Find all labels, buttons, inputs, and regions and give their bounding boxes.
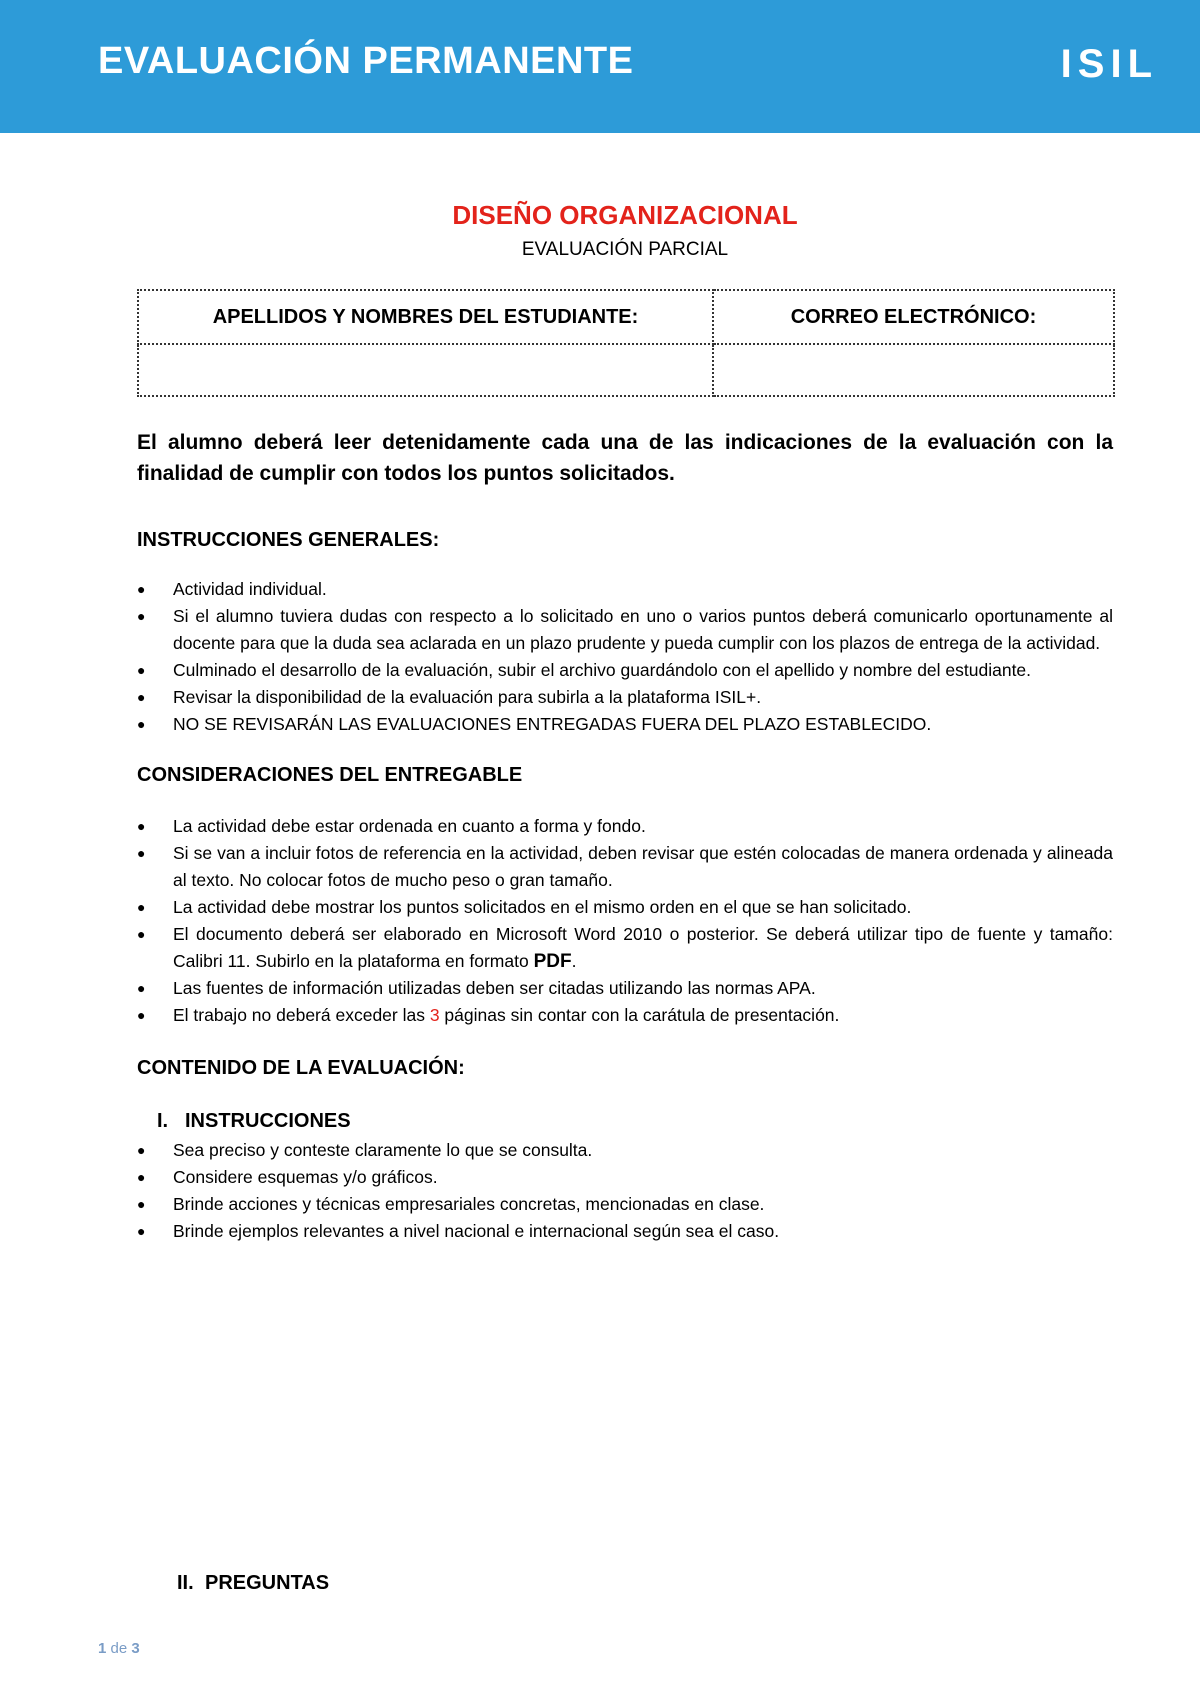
email-header: CORREO ELECTRÓNICO:	[713, 290, 1114, 344]
pages-item-start: El trabajo no deberá exceder las	[173, 1005, 430, 1025]
list-item: ● Considere esquemas y/o gráficos.	[137, 1164, 1113, 1191]
pages-item-end: páginas sin contar con la carátula de presentación.	[439, 1005, 840, 1025]
page-limit-number: 3	[429, 1005, 440, 1025]
section-numeral: I.	[157, 1110, 169, 1132]
student-name-field[interactable]	[138, 344, 713, 396]
content-heading: CONTENIDO DE LA EVALUACIÓN:	[137, 1057, 465, 1079]
evaluation-type: EVALUACIÓN PARCIAL	[521, 239, 729, 260]
email-field[interactable]	[713, 344, 1114, 396]
list-item: ● Culminado el desarrollo de la evaluación, subir el archivo guardándolo con el apellido y nombre del estudiante.	[137, 657, 1113, 684]
deliverable-list	[137, 813, 1113, 1029]
general-instructions-list	[137, 576, 1113, 738]
student-name-header: APELLIDOS Y NOMBRES DEL ESTUDIANTE:	[138, 290, 713, 344]
list-item: ● La actividad debe estar ordenada en cuanto a forma y fondo.	[137, 813, 1113, 840]
pdf-format: PDF	[533, 951, 572, 972]
header-title: EVALUACIÓN PERMANENTE	[98, 40, 634, 82]
section-questions-title	[177, 1572, 329, 1595]
section-title: PREGUNTAS	[205, 1572, 330, 1594]
list-item: ● Las fuentes de información utilizadas deben ser citadas utilizando las normas APA.	[137, 975, 1113, 1002]
list-item	[137, 1002, 1113, 1029]
list-item: ● Revisar la disponibilidad de la evaluación para subirla a la plataforma ISIL+.	[137, 684, 1113, 711]
section-instructions-title	[157, 1110, 1113, 1133]
word-item-text: El documento deberá ser elaborado en Microsoft Word 2010 o posterior. Se deberá utilizar tipo de fuente y tamaño: Calibri 11. Subirlo en la plataforma en formato	[173, 924, 1113, 971]
list-item: ● NO SE REVISARÁN LAS EVALUACIONES ENTREGADAS FUERA DEL PLAZO ESTABLECIDO.	[137, 711, 1113, 738]
section-numeral: II.	[177, 1572, 194, 1594]
page-separator: de	[110, 1640, 128, 1657]
document-body	[137, 200, 1113, 1245]
list-item: ● La actividad debe mostrar los puntos solicitados en el mismo orden en el que se han solicitado.	[137, 894, 1113, 921]
list-item: ● Si el alumno tuviera dudas con respecto a lo solicitado en uno o varios puntos deberá comunicarlo oportunamente al docente para que la duda sea aclarada en un plazo prudente y pueda cumplir con los plazos de entrega de la actividad.	[137, 603, 1113, 657]
list-item: ● Actividad individual.	[137, 576, 1113, 603]
page-header	[0, 0, 1200, 133]
isil-logo: ISIL	[1060, 42, 1158, 86]
deliverable-heading: CONSIDERACIONES DEL ENTREGABLE	[137, 764, 523, 786]
list-item: ● Brinde acciones y técnicas empresariales concretas, mencionadas en clase.	[137, 1191, 1113, 1218]
current-page: 1	[98, 1640, 107, 1657]
list-item: ● Brinde ejemplos relevantes a nivel nacional e internacional según sea el caso.	[137, 1218, 1113, 1245]
word-item-end: .	[571, 951, 577, 971]
page-footer	[98, 1640, 140, 1657]
intro-paragraph: El alumno deberá leer detenidamente cada una de las indicaciones de la evaluación con la finalidad de cumplir con todos los puntos solicitados.	[137, 431, 1113, 485]
student-info-table	[137, 289, 1115, 397]
list-item: ● Si se van a incluir fotos de referencia en la actividad, deben revisar que estén colocadas de manera ordenada y alineada al texto. No colocar fotos de mucho peso o gran tamaño.	[137, 840, 1113, 894]
list-item: ● Sea preciso y conteste claramente lo que se consulta.	[137, 1137, 1113, 1164]
list-item	[137, 921, 1113, 975]
total-pages: 3	[131, 1640, 140, 1657]
content-instructions-list	[137, 1137, 1113, 1245]
course-title: DISEÑO ORGANIZACIONAL	[452, 200, 798, 230]
section-title: INSTRUCCIONES	[185, 1110, 351, 1132]
general-instructions-heading: INSTRUCCIONES GENERALES:	[137, 529, 440, 551]
